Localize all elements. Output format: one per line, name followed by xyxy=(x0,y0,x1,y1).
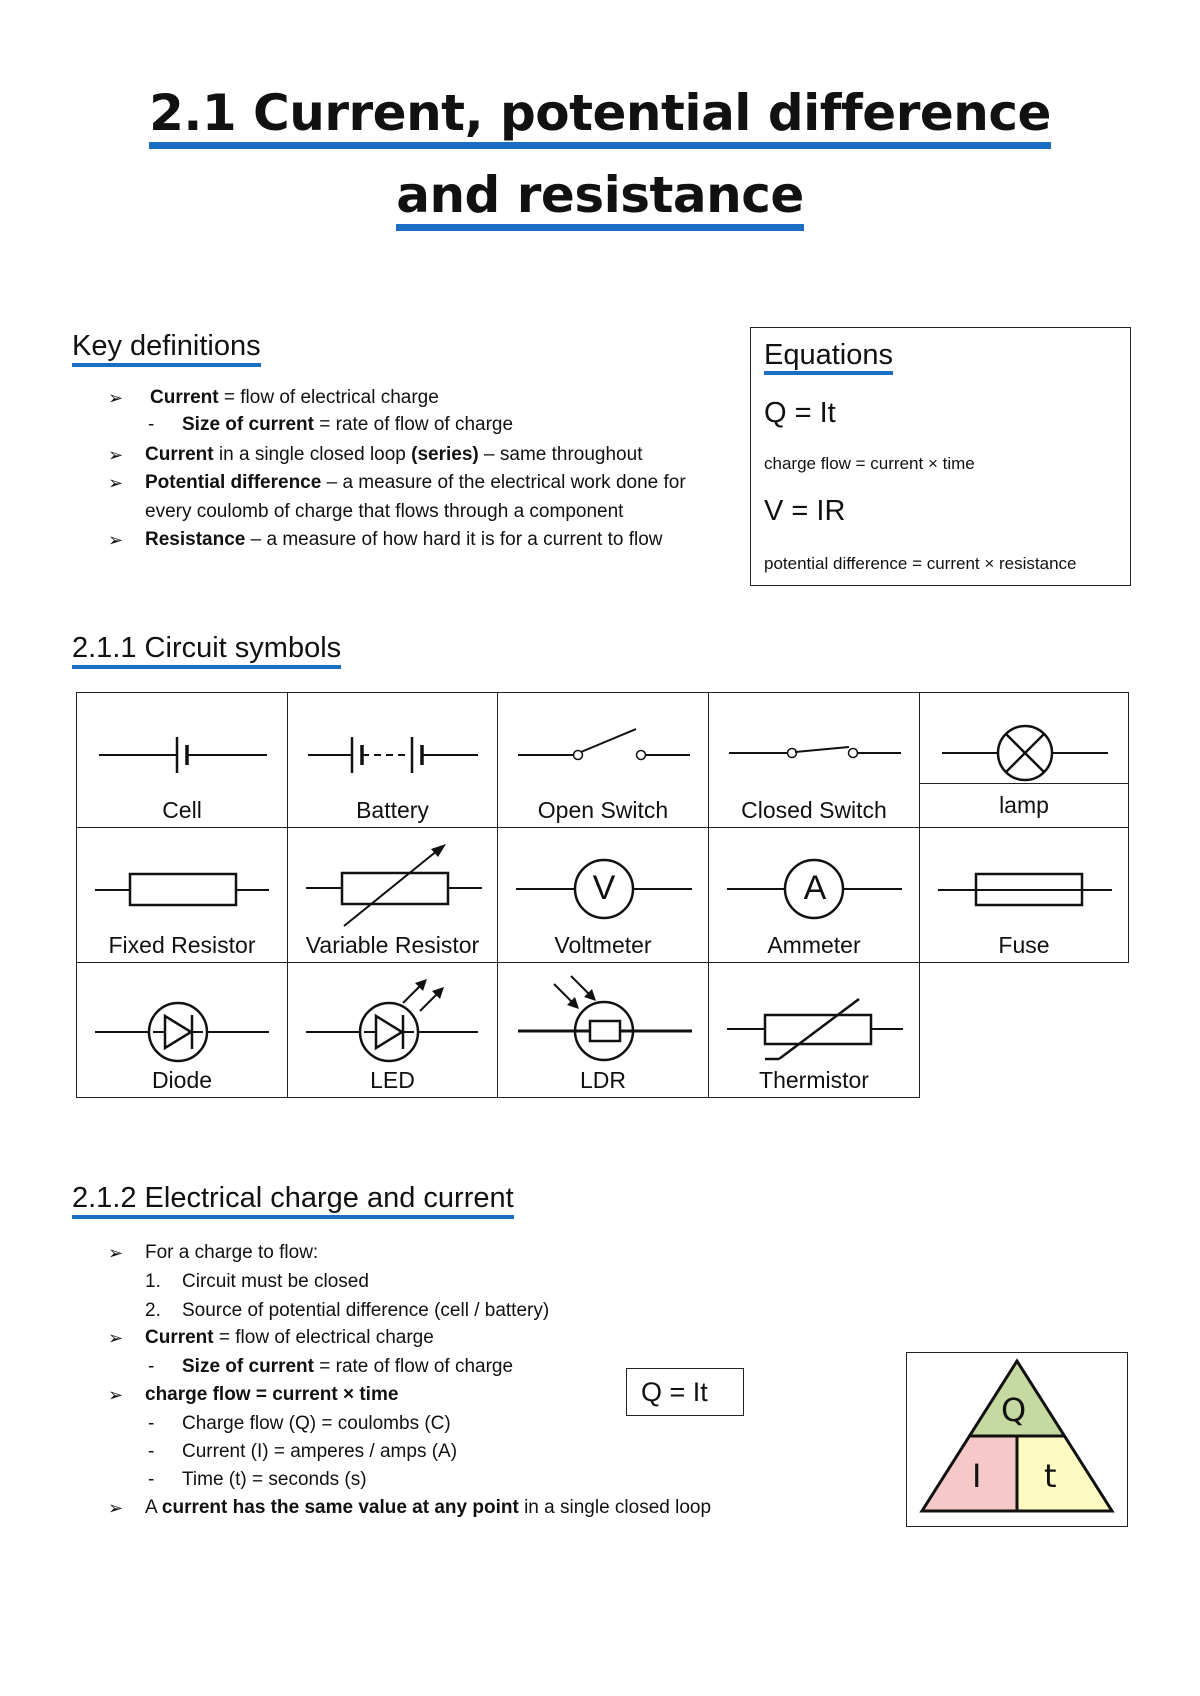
symbol-cell xyxy=(287,827,498,963)
equation-q-it-description: charge flow = current × time xyxy=(764,454,975,473)
dash-bullet: - xyxy=(148,414,155,435)
triangle-i-label: I xyxy=(972,1457,982,1495)
charge-subitem: Source of potential difference (cell / battery) xyxy=(182,1300,550,1321)
arrow-bullet-icon: ➢ xyxy=(108,1328,124,1348)
dash-bullet: - xyxy=(148,1469,155,1490)
symbol-cell xyxy=(919,692,1129,784)
ammeter-letter: A xyxy=(803,869,827,907)
symbol-label-fuse: Fuse xyxy=(998,932,1050,958)
symbol-label-led: LED xyxy=(370,1067,415,1093)
symbol-cell xyxy=(708,962,920,1098)
definition-item-continued: every coulomb of charge that flows through a component xyxy=(145,501,624,522)
lamp-symbol-icon xyxy=(920,693,1130,785)
definition-item: Current in a single closed loop (series) – same throughout xyxy=(145,444,643,465)
formula-triangle-icon xyxy=(907,1353,1129,1528)
symbol-label-variable-resistor: Variable Resistor xyxy=(305,932,480,958)
equation-v-ir: V = IR xyxy=(764,495,846,527)
arrow-bullet-icon: ➢ xyxy=(108,1385,124,1405)
symbol-label-diode: Diode xyxy=(151,1067,213,1093)
symbol-cell xyxy=(76,827,288,963)
equation-q-it: Q = It xyxy=(764,397,836,429)
symbol-cell xyxy=(919,783,1129,828)
triangle-q-label: Q xyxy=(1001,1391,1027,1429)
page-title-line-2: and resistance xyxy=(0,166,1200,224)
equation-box-q-it: Q = It xyxy=(626,1368,744,1416)
symbol-label-voltmeter: Voltmeter xyxy=(554,932,652,958)
symbol-label-fixed-resistor: Fixed Resistor xyxy=(108,932,256,958)
symbol-label-battery: Battery xyxy=(356,797,429,823)
charge-item: For a charge to flow: xyxy=(145,1242,319,1263)
numbered-marker: 2. xyxy=(145,1300,161,1321)
symbol-cell xyxy=(497,692,709,828)
charge-subitem: Size of current = rate of flow of charge xyxy=(182,1356,514,1377)
symbol-cell xyxy=(497,827,709,963)
symbol-label-lamp: lamp xyxy=(999,792,1049,818)
circuit-symbols-heading: 2.1.1 Circuit symbols xyxy=(72,632,341,665)
symbol-cell xyxy=(76,692,288,828)
page-title-line-1: 2.1 Current, potential difference xyxy=(0,84,1200,142)
arrow-bullet-icon: ➢ xyxy=(108,473,124,493)
arrow-bullet-icon: ➢ xyxy=(108,1243,124,1263)
numbered-marker: 1. xyxy=(145,1271,161,1292)
definition-subitem: Size of current = rate of flow of charge xyxy=(182,414,514,435)
symbol-label-cell: Cell xyxy=(162,797,202,823)
equations-heading: Equations xyxy=(764,339,893,372)
symbol-cell xyxy=(287,692,498,828)
charge-subitem: Charge flow (Q) = coulombs (C) xyxy=(182,1413,451,1434)
symbol-cell xyxy=(708,827,920,963)
symbol-cell xyxy=(76,962,288,1098)
equation-v-ir-description: potential difference = current × resistance xyxy=(764,554,1077,573)
formula-triangle-box xyxy=(906,1352,1128,1527)
charge-subitem: Time (t) = seconds (s) xyxy=(182,1469,367,1490)
key-definitions-heading: Key definitions xyxy=(72,330,261,363)
dash-bullet: - xyxy=(148,1413,155,1434)
symbol-label-open-switch: Open Switch xyxy=(537,797,669,823)
symbol-label-closed-switch: Closed Switch xyxy=(741,797,887,823)
symbol-label-ammeter: Ammeter xyxy=(767,932,861,958)
triangle-t-label: t xyxy=(1044,1457,1057,1495)
dash-bullet: - xyxy=(148,1441,155,1462)
symbol-cell xyxy=(919,827,1129,963)
charge-item: Current = flow of electrical charge xyxy=(145,1327,434,1348)
charge-item: A current has the same value at any point in a single closed loop xyxy=(145,1497,712,1518)
dash-bullet: - xyxy=(148,1356,155,1377)
equations-box xyxy=(750,327,1131,586)
arrow-bullet-icon: ➢ xyxy=(108,530,124,550)
arrow-bullet-icon: ➢ xyxy=(108,388,124,408)
symbol-cell xyxy=(708,692,920,828)
symbol-cell xyxy=(497,962,709,1098)
arrow-bullet-icon: ➢ xyxy=(108,1498,124,1518)
charge-subitem: Circuit must be closed xyxy=(182,1271,369,1292)
charge-current-heading: 2.1.2 Electrical charge and current xyxy=(72,1182,514,1215)
symbol-label-thermistor: Thermistor xyxy=(759,1067,869,1093)
definition-item: Resistance – a measure of how hard it is for a current to flow xyxy=(145,529,663,550)
arrow-bullet-icon: ➢ xyxy=(108,445,124,465)
voltmeter-letter: V xyxy=(592,869,616,907)
definition-item: Current = flow of electrical charge xyxy=(150,387,439,408)
symbol-cell xyxy=(287,962,498,1098)
symbol-label-ldr: LDR xyxy=(579,1067,626,1093)
charge-subitem: Current (I) = amperes / amps (A) xyxy=(182,1441,458,1462)
charge-item: charge flow = current × time xyxy=(145,1384,399,1405)
definition-item: Potential difference – a measure of the electrical work done for xyxy=(145,472,686,493)
